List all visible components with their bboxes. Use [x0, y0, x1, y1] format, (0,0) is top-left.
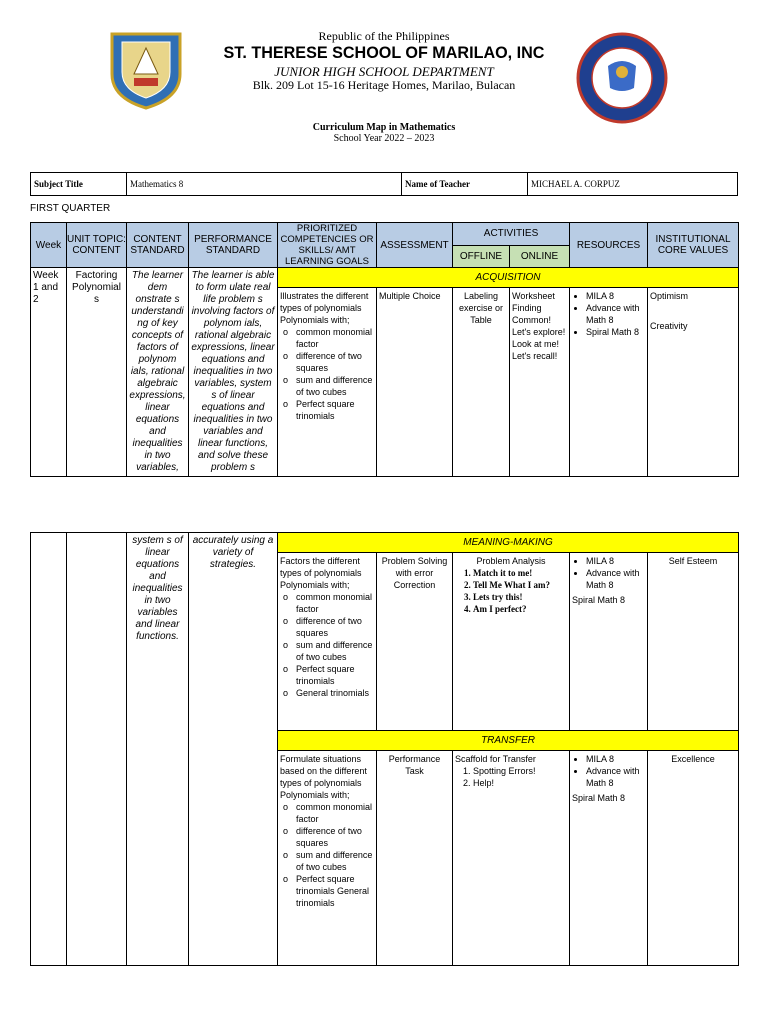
competency-cell-transfer — [278, 751, 377, 966]
list-item: o common monomial factor — [296, 326, 374, 350]
list-item: • MILA 8 — [586, 753, 645, 765]
teacher-value: MICHAEL A. CORPUZ — [528, 173, 738, 196]
phase-transfer: TRANSFER — [278, 731, 739, 751]
list-item: o sum and difference of two cubes — [296, 374, 374, 398]
col-offline: OFFLINE — [453, 245, 510, 268]
list-item: o difference of two squares — [296, 825, 374, 849]
col-week: Week — [31, 223, 67, 268]
resource-extra: Spiral Math 8 — [572, 793, 626, 803]
resources-cell-transfer — [570, 751, 648, 966]
list-item: • Advance with Math 8 — [586, 302, 645, 326]
list-item: o sum and difference of two cubes — [296, 639, 374, 663]
online-cell: Worksheet Finding Common! Let's explore! Look at me! Let's recall! — [510, 287, 570, 476]
resource-extra: Spiral Math 8 — [572, 595, 626, 605]
values-cell — [648, 287, 739, 476]
list-item: • MILA 8 — [586, 290, 645, 302]
col-activities: ACTIVITIES — [453, 223, 570, 246]
values-cell-meaning: Self Esteem — [648, 553, 739, 731]
competency-cell-meaning — [278, 553, 377, 731]
value-optimism: Optimism — [650, 290, 689, 301]
list-item: o Perfect square trinomials — [296, 663, 374, 687]
col-assessment: ASSESSMENT — [377, 223, 453, 268]
list-item: 2. Tell Me What I am? — [473, 579, 567, 591]
republic-line: Republic of the Philippines — [318, 29, 450, 43]
subject-value: Mathematics 8 — [127, 173, 402, 196]
assessment-cell-meaning: Problem Solving with error Correction — [377, 553, 453, 731]
document-title: Curriculum Map in Mathematics — [312, 122, 456, 133]
performance-standard-cell: The learner is able to form ulate real life problem s involving factors of polynom ials, rational algebraic expressions, linear equations and inequalities in two variables, system s of linear equations and inequalities in two variables and linear functions, and solve these problem s — [189, 268, 278, 477]
subject-label: Subject Title — [31, 173, 127, 196]
week-cell: Week 1 and 2 — [31, 268, 67, 477]
quarter-label: FIRST QUARTER — [30, 203, 111, 214]
list-item: 1. Spotting Errors! — [473, 765, 567, 777]
week-cell-empty — [31, 533, 67, 966]
col-online: ONLINE — [510, 245, 570, 268]
list-item: 1. Match it to me! — [473, 567, 567, 579]
list-item: • MILA 8 — [586, 555, 645, 567]
list-item: o sum and difference of two cubes — [296, 849, 374, 873]
address-line: Blk. 209 Lot 15-16 Heritage Homes, Marilao, Bulacan — [252, 78, 516, 92]
assessment-cell: Multiple Choice — [377, 287, 453, 476]
col-values: INSTITUTIONAL CORE VALUES — [648, 223, 739, 268]
list-item: • Advance with Math 8 — [586, 567, 645, 591]
list-item: • Spiral Math 8 — [586, 326, 645, 338]
competency-cell — [278, 287, 377, 476]
list-item: o Perfect square trinomials General trinomials — [296, 873, 374, 909]
performance-standard-continued: accurately using a variety of strategies. — [189, 533, 278, 966]
activity-title: Problem Analysis — [476, 556, 546, 566]
assessment-cell-transfer: Performance Task — [377, 751, 453, 966]
curriculum-table-continued — [30, 532, 739, 966]
competency-intro: Factors the different types of polynomials — [280, 556, 362, 578]
list-item: 3. Lets try this! — [473, 591, 567, 603]
list-item: o difference of two squares — [296, 350, 374, 374]
offline-cell: Labeling exercise or Table — [453, 287, 510, 476]
competency-intro: Illustrates the different types of polynomials — [280, 290, 369, 313]
curriculum-table — [30, 222, 739, 477]
values-cell-transfer: Excellence — [648, 751, 739, 966]
col-content-standard: CONTENT STANDARD — [127, 223, 189, 268]
phase-acquisition: ACQUISITION — [278, 268, 739, 288]
list-item: • Advance with Math 8 — [586, 765, 645, 789]
list-item: o Perfect square trinomials — [296, 398, 374, 422]
list-item: o common monomial factor — [296, 801, 374, 825]
teacher-label: Name of Teacher — [402, 173, 528, 196]
col-unit: UNIT TOPIC: CONTENT — [67, 223, 127, 268]
competency-sub: Polynomials with; — [280, 790, 350, 800]
deped-seal — [576, 32, 668, 124]
col-resources: RESOURCES — [570, 223, 648, 268]
col-competencies: PRIORITIZED COMPETENCIES OR SKILLS/ AMT LEARNING GOALS — [278, 223, 377, 268]
competency-sub: Polynomials with; — [280, 314, 350, 325]
content-standard-continued: system s of linear equations and inequalities in two variables and linear functions. — [127, 533, 189, 966]
resources-cell — [570, 287, 648, 476]
list-item: o difference of two squares — [296, 615, 374, 639]
competency-intro: Formulate situations based on the different types of polynomials — [280, 754, 367, 788]
activities-cell-transfer — [453, 751, 570, 966]
school-year: School Year 2022 – 2023 — [333, 133, 435, 144]
department-line: JUNIOR HIGH SCHOOL DEPARTMENT — [274, 64, 494, 79]
list-item: 4. Am I perfect? — [473, 603, 567, 615]
list-item: o General trinomials — [296, 687, 374, 699]
competency-sub: Polynomials with; — [280, 580, 350, 590]
content-standard-cell: The learner dem onstrate s understandi ng of key concepts of factors of polynom ials, rational algebraic expressions, linear equations and inequalities in two variables, — [127, 268, 189, 477]
school-name: ST. THERESE SCHOOL OF MARILAO, INC — [223, 43, 545, 62]
subject-info-table — [30, 172, 738, 196]
list-item: 2. Help! — [473, 777, 567, 789]
activities-cell-meaning — [453, 553, 570, 731]
activity-title: Scaffold for Transfer — [455, 754, 536, 764]
unit-cell: Factoring Polynomial s — [67, 268, 127, 477]
value-creativity: Creativity — [650, 320, 688, 331]
resources-cell-meaning — [570, 553, 648, 731]
unit-cell-empty — [67, 533, 127, 966]
phase-meaning-making: MEANING-MAKING — [278, 533, 739, 553]
col-performance-standard: PERFORMANCE STANDARD — [189, 223, 278, 268]
list-item: o common monomial factor — [296, 591, 374, 615]
